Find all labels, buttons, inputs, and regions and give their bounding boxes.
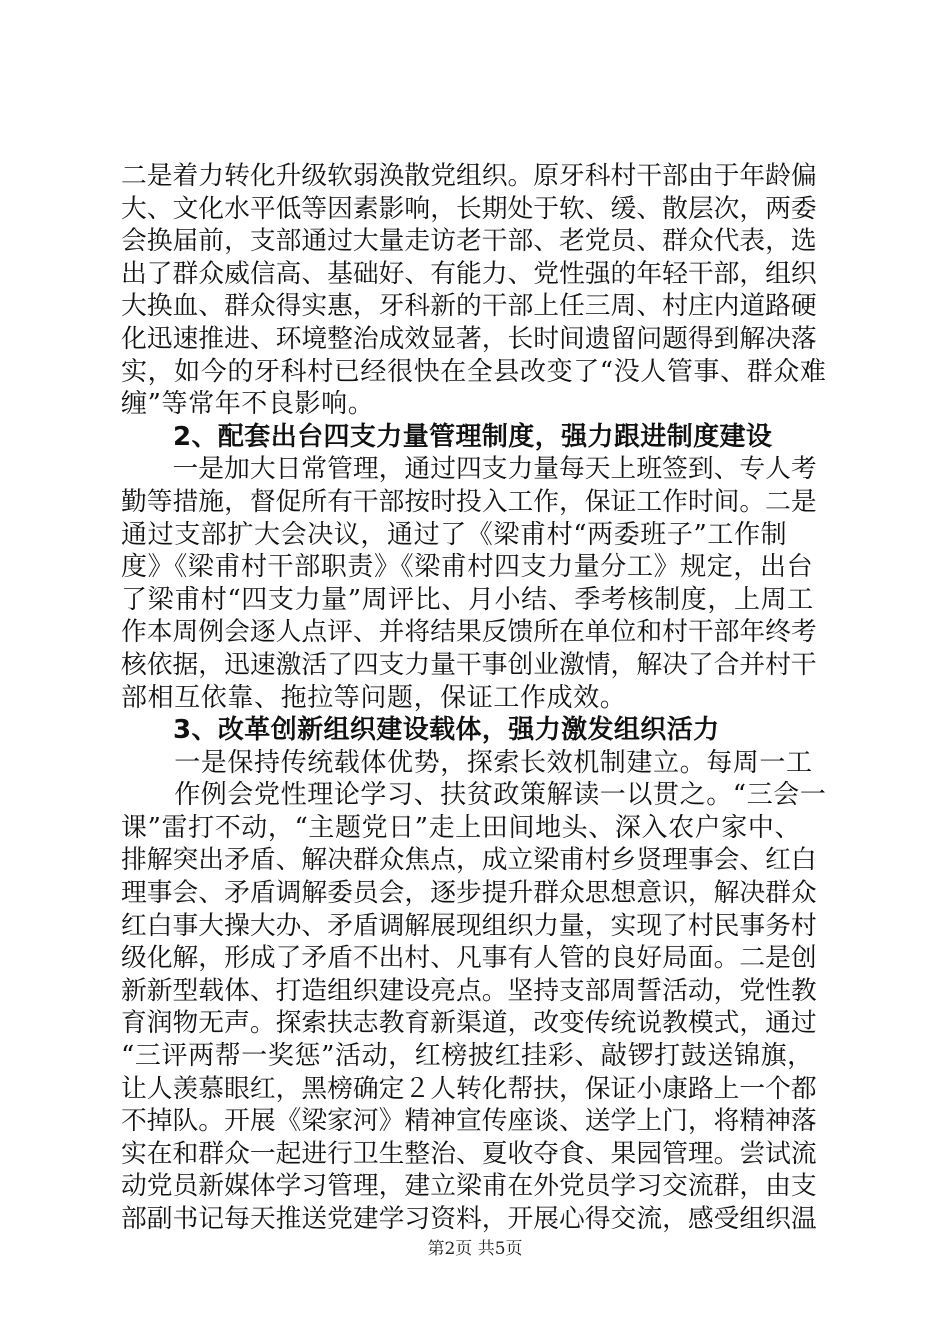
paragraph-line: 勤等措施，督促所有干部按时投入工作，保证工作时间。二是 <box>121 486 817 517</box>
paragraph-line: 作例会党性理论学习、扶贫政策解读一以贯之。“三会一 <box>121 780 827 811</box>
paragraph-line: “三评两帮一奖惩”活动，红榜披红挂彩、敲锣打鼓送锦旗， <box>121 1041 814 1072</box>
paragraph-line: 理事会、矛盾调解委员会，逐步提升群众思想意识，解决群众 <box>121 878 817 909</box>
paragraph-line: 育润物无声。探索扶志教育新渠道，改变传统说教模式，通过 <box>121 1008 817 1039</box>
paragraph-line: 实在和群众一起进行卫生整治、夏收夺食、果园管理。尝试流 <box>121 1138 817 1169</box>
paragraph-line: 实，如今的牙科村已经很快在全县改变了“没人管事、群众难 <box>121 356 827 387</box>
paragraph-line: 课”雷打不动，“主题党日”走上田间地头、深入农户家中、 <box>121 812 802 843</box>
paragraph-line: 缠”等常年不良影响。 <box>121 389 375 420</box>
paragraph-line: 作本周例会逐人点评、并将结果反馈所在单位和村干部年终考 <box>121 617 817 648</box>
document-body <box>121 160 833 1236</box>
paragraph-line: 核依据，迅速激活了四支力量干事创业激情，解决了合并村干 <box>121 649 817 680</box>
paragraph-line: 红白事大操大办、矛盾调解展现组织力量，实现了村民事务村 <box>121 910 817 941</box>
paragraph-line: 了梁甫村“四支力量”周评比、月小结、季考核制度，上周工 <box>121 584 814 615</box>
section-heading: 3、改革创新组织建设载体，强力激发组织活力 <box>173 715 720 746</box>
page-number-footer: 第2页 共5页 <box>427 1239 523 1259</box>
paragraph-line: 级化解，形成了矛盾不出村、凡事有人管的良好局面。二是创 <box>121 943 817 974</box>
paragraph-line: 动党员新媒体学习管理，建立梁甫在外党员学习交流群，由支 <box>121 1171 817 1202</box>
paragraph-line: 一是保持传统载体优势，探索长效机制建立。每周一工 <box>121 747 813 778</box>
paragraph-line: 部相互依靠、拖拉等问题，保证工作成效。 <box>121 682 627 713</box>
paragraph-line: 一是加大日常管理，通过四支力量每天上班签到、专人考 <box>121 454 817 485</box>
paragraph-line: 大换血、群众得实惠，牙科新的干部上任三周、村庄内道路硬 <box>121 291 817 322</box>
paragraph-line: 不掉队。开展《梁家河》精神宣传座谈、送学上门，将精神落 <box>121 1106 817 1137</box>
paragraph-line: 出了群众威信高、基础好、有能力、党性强的年轻干部，组织 <box>121 258 817 289</box>
paragraph-line: 度》《梁甫村干部职责》《梁甫村四支力量分工》规定，出台 <box>121 552 814 583</box>
paragraph-line: 会换届前，支部通过大量走访老干部、老党员、群众代表，选 <box>121 226 817 257</box>
paragraph-line: 二是着力转化升级软弱涣散党组织。原牙科村干部由于年龄偏 <box>121 161 817 191</box>
paragraph-line: 让人羡慕眼红，黑榜确定２人转化帮扶，保证小康路上一个都 <box>121 1073 817 1104</box>
paragraph-line: 新新型载体、打造组织建设亮点。坚持支部周誓活动，党性教 <box>121 975 817 1006</box>
paragraph-line: 大、文化水平低等因素影响，长期处于软、缓、散层次，两委 <box>121 193 817 224</box>
section-heading: 2、配套出台四支力量管理制度，强力跟进制度建设 <box>173 421 773 452</box>
paragraph-line: 通过支部扩大会决议，通过了《梁甫村“两委班子”工作制 <box>121 519 788 550</box>
paragraph-line: 化迅速推进、环境整治成效显著，长时间遗留问题得到解决落 <box>121 323 817 354</box>
paragraph-line: 部副书记每天推送党建学习资料，开展心得交流，感受组织温 <box>121 1204 817 1234</box>
paragraph-line: 排解突出矛盾、解决群众焦点，成立梁甫村乡贤理事会、红白 <box>121 845 817 876</box>
